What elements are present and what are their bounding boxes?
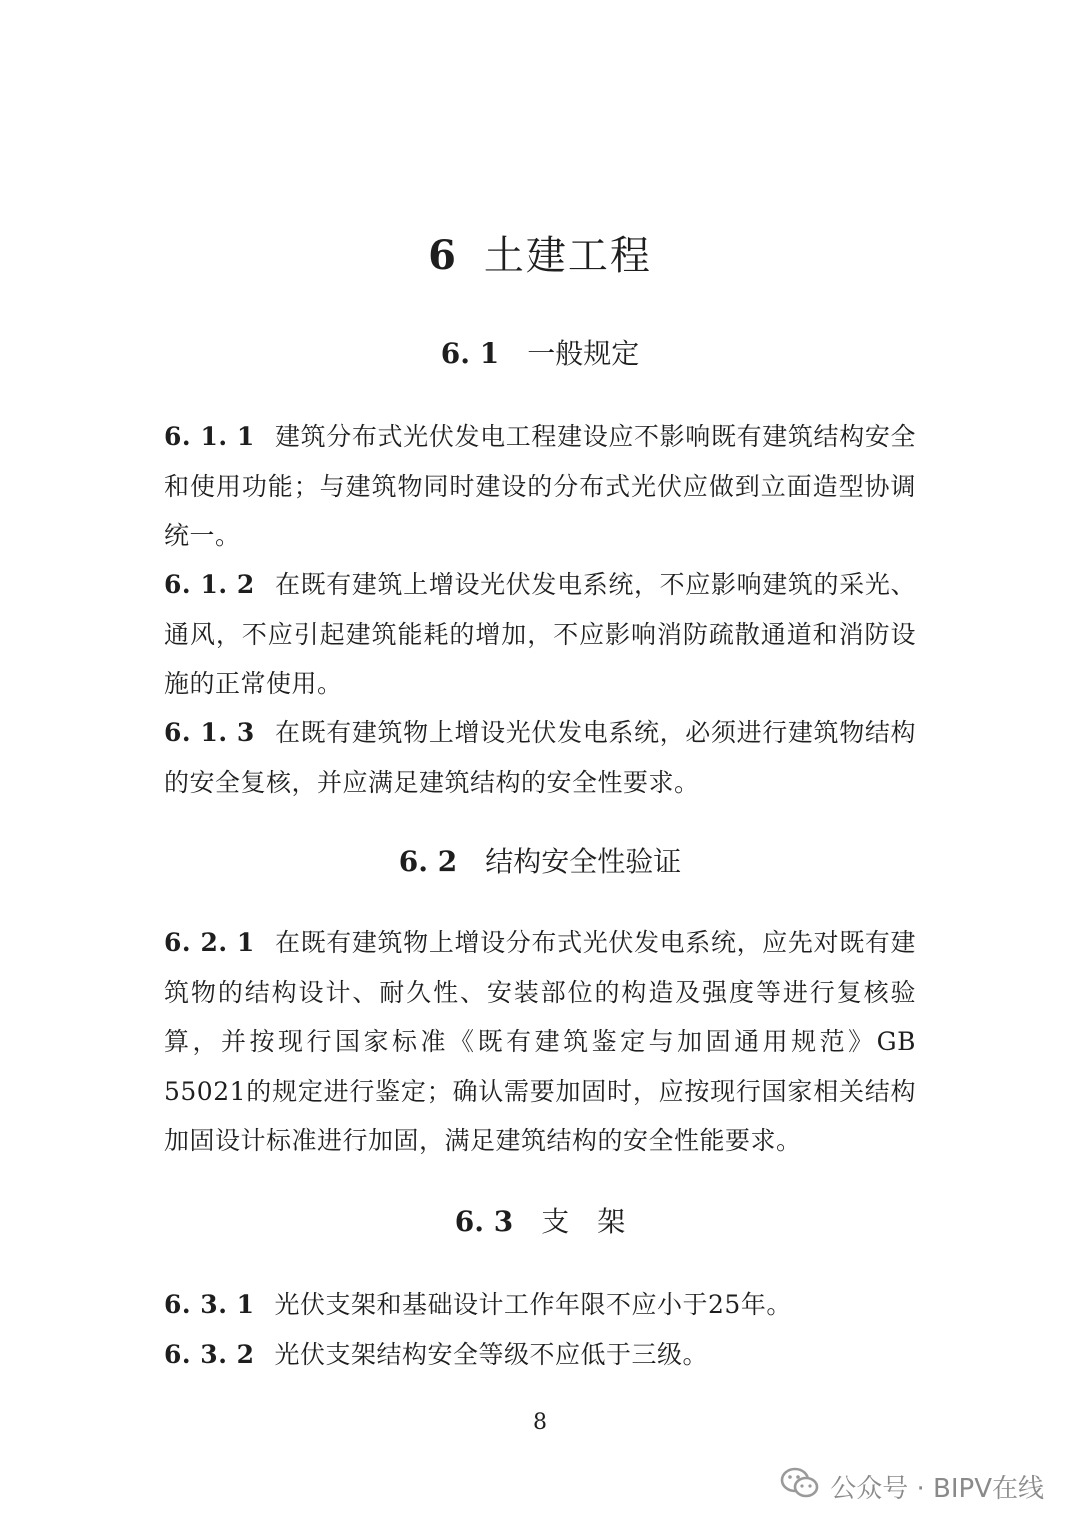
clause-text: 光伏支架结构安全等级不应低于三级。 <box>274 1340 709 1369</box>
clause-text: 在既有建筑物上增设光伏发电系统，必须进行建筑物结构的安全复核，并应满足建筑结构的安全性要求。 <box>164 718 916 797</box>
chapter-name: 土建工程 <box>483 233 652 279</box>
clause <box>164 1330 916 1380</box>
section-name: 结构安全性验证 <box>485 845 682 878</box>
clause-number: 6. 2. 1 <box>164 928 255 957</box>
chapter-number: 6 <box>428 232 458 279</box>
clause-text: 光伏支架和基础设计工作年限不应小于25年。 <box>274 1290 792 1319</box>
watermark <box>780 1466 1044 1507</box>
section-title <box>0 332 1080 376</box>
clause <box>164 918 916 1166</box>
section-name: 一般规定 <box>527 337 640 370</box>
clause-text: 在既有建筑物上增设分布式光伏发电系统，应先对既有建筑物的结构设计、耐久性、安装部位的构造及强度等进行复核验算，并按现行国家标准《既有建筑鉴定与加固通用规范》GB 55021的规定进行鉴定；确认需要加固时，应按现行国家相关结构加固设计标准进行加固，满足建筑结构的安全性能要求。 <box>164 928 916 1155</box>
section-number: 6. 3 <box>454 1205 514 1238</box>
section-number: 6. 1 <box>440 337 500 370</box>
wechat-icon <box>780 1466 830 1507</box>
clause-text: 在既有建筑上增设光伏发电系统，不应影响建筑的采光、通风，不应引起建筑能耗的增加，不应影响消防疏散通道和消防设施的正常使用。 <box>164 570 916 698</box>
clause <box>164 560 916 709</box>
watermark-text: 公众号 · BIPV在线 <box>830 1474 1044 1504</box>
clause-number: 6. 1. 2 <box>164 570 255 599</box>
section-title <box>0 1200 1080 1244</box>
clause <box>164 412 916 561</box>
clause-number: 6. 3. 1 <box>164 1290 255 1319</box>
page-number: 8 <box>533 1410 547 1435</box>
clause-number: 6. 3. 2 <box>164 1340 255 1369</box>
section-number: 6. 2 <box>398 845 458 878</box>
clause <box>164 1280 916 1330</box>
clause-number: 6. 1. 1 <box>164 422 255 451</box>
clause <box>164 708 916 807</box>
clause-text: 建筑分布式光伏发电工程建设应不影响既有建筑结构安全和使用功能；与建筑物同时建设的分布式光伏应做到立面造型协调统一。 <box>164 422 916 550</box>
section-title <box>0 840 1080 884</box>
clause-number: 6. 1. 3 <box>164 718 255 747</box>
chapter-title <box>0 226 1080 286</box>
section-name: 支 架 <box>541 1205 626 1238</box>
